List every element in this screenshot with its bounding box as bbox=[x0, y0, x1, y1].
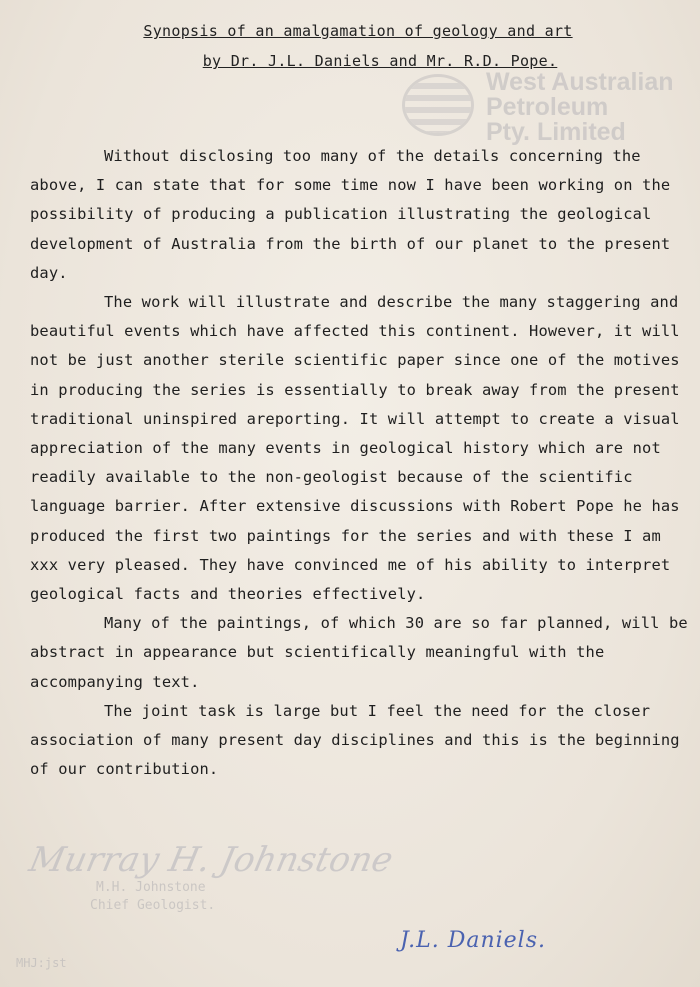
paragraph: Without disclosing too many of the details concerning the above, I can state that for some time now I have been working on the possibility of producing a publication illustrating the geological development of Australia from the birth of our planet to the present day. bbox=[30, 147, 671, 282]
showthrough-role: Chief Geologist. bbox=[90, 898, 216, 913]
document-title: Synopsis of an amalgamation of geology and art bbox=[143, 22, 573, 40]
company-logo-showthrough bbox=[402, 74, 474, 136]
paragraph: The joint task is large but I feel the need for the closer association of many present day disciplines and this is the beginning of our contribution. bbox=[30, 701, 680, 779]
showthrough-signature: Murray H. Johnstone bbox=[25, 840, 397, 880]
paragraph: Many of the paintings, of which 30 are so far planned, will be abstract in appearance but scientifically meaningful with the accompanying text. bbox=[30, 614, 688, 691]
letterhead-line: West Australian bbox=[486, 68, 674, 96]
reference-initials: MHJ:jst bbox=[16, 956, 67, 970]
letterhead-line: Pty. Limited bbox=[486, 118, 626, 146]
handwritten-signature: J.L. Daniels. bbox=[400, 928, 546, 953]
document-byline: by Dr. J.L. Daniels and Mr. R.D. Pope. bbox=[202, 52, 558, 70]
document-body bbox=[30, 142, 690, 784]
letterhead-showthrough bbox=[486, 70, 674, 145]
letterhead-line: Petroleum bbox=[486, 93, 609, 121]
paragraph: The work will illustrate and describe the many staggering and beautiful events which have affected this continent. However, it will not be just another sterile scientific paper since one of the motives in producing the series is essentially to break away from the present traditional uninspired areporting. It will attempt to create a visual appreciation of the many events in geological history which are not readily available to the non-geologist because of the scientific language barrier. After extensive discussions with Robert Pope he has produced the first two paintings for the series and with these I am xxx very pleased. They have convinced me of his ability to interpret geological facts and theories effectively. bbox=[30, 293, 680, 604]
showthrough-name: M.H. Johnstone bbox=[96, 880, 206, 895]
